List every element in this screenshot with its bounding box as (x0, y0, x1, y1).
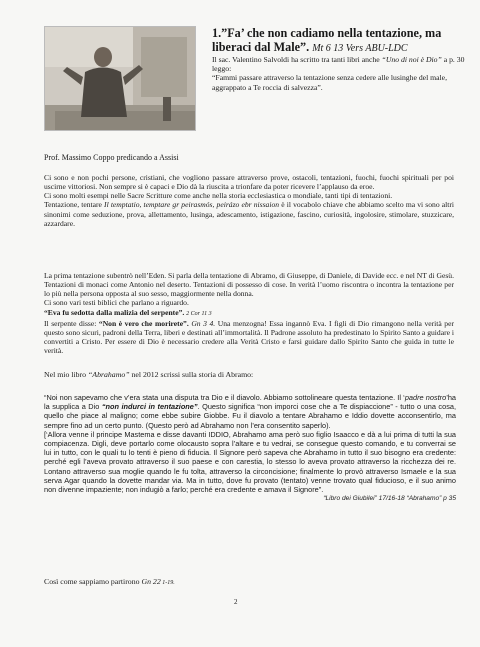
paragraph-group-1 (44, 173, 454, 228)
bible-reference: 2 Cor 11 3 (186, 310, 212, 317)
text: Tentazione, tentare (44, 200, 105, 210)
paragraph (44, 393, 456, 430)
page-number: 2 (234, 598, 238, 606)
bible-quote: “Non è vero che morirete”. (98, 318, 189, 328)
paragraph: [‘Allora venne il principe Mastema e disse davanti IDDIO, Abrahamo ama però suo figlio Isaacco e dà a lui prima di tutti la sua compiacenza. Digli, deve portarlo come olocausto sopra l’altare e tu vedrai, se consegue questo comando, e tu converrai se lui in tutto, con le quali tu lo tenti è pieno di fiducia. Il Signore però sapeva che Abrahamo in tutto il suo bisogno era credente: perché egli l’aveva provato attraverso il suo paese e con carestia, lo stesso lo aveva provato attraverso la ricchezza dei re. Lontano attraverso sua moglie quando le fu tolta, attraverso la circoncisione; finalmente lo provò attraverso Ismaele e la sua serva Agar quando la dovette mandar via. Ma in tutto, dove fu provato (tentato) venne trovato qual fiducioso, e il suo animo non divenne impaziente; non indugiò a farlo; perché era credente e amava il Signore”. (44, 429, 456, 495)
paragraph (44, 308, 454, 319)
paragraph: Ci sono molti esempi nelle Sacre Scritture come anche nella storia ecclesiastica o mondiale, tanti tipi di tentazioni. (44, 191, 393, 201)
text: è il vocabolo chiave che abbiamo scelto ma vi sono altri sinonimi come seduzione, prova, allettamento, lusinga, adescamento, istigazione, fascino, curiosità, ingolosire, stimolare, stuzzicare, azzardare. (44, 200, 454, 228)
prayer-name: padre nostro (404, 393, 447, 402)
intro-paragraph (212, 55, 467, 92)
photo-caption: Prof. Massimo Coppo predicando a Assisi (44, 153, 179, 162)
paragraph (44, 319, 454, 356)
text: “Noi non sapevamo che v’era stata una disputa tra Dio e il diavolo. Abbiamo sottolineare questa tentazione. Il ‘ (44, 393, 405, 402)
bible-reference: Gn 22 (141, 577, 161, 586)
bible-quote: “Eva fu sedotta dalla malizia del serpente”. (44, 307, 185, 317)
book-title: “Abrahamo” (87, 370, 130, 379)
paragraph: La prima tentazione subentrò nell’Eden. Si parla della tentazione di Abramo, di Giuseppe, di Daniele, di Davide ecc. e nel NT di Gesù. Tentazioni di monaci come Antonio nel deserto. Tentazioni di possesso di cose. In verità l’uomo riscontra o incontra la tentazione per lo più nella persona opposta al suo sesso, maggiormente nella donna. (44, 271, 454, 299)
paragraph-group-2 (44, 271, 454, 355)
book-quotation (44, 393, 456, 503)
closing-line (44, 577, 454, 588)
text: Il serpente disse: (44, 318, 99, 328)
intro-text-end: a p. 30 leggo: (212, 55, 465, 74)
intro-quote: “Fammi passare attraverso la tentazione senza cedere alle lusinghe del male, aggrappato a Te roccia di salvezza”. (212, 73, 448, 92)
intro-book-title: “Uno di noi è Dio” (381, 55, 442, 64)
preacher-photo (44, 26, 196, 131)
paragraph: Ci sono vari testi biblici che parlano a riguardo. (44, 298, 189, 308)
title-line-2: liberaci dal Male”. (212, 40, 310, 54)
section-title (212, 26, 462, 56)
paragraph: Ci sono e non pochi persone, cristiani, che vogliono passare attraverso prove, ostacoli, tentazioni, fuochi, fuochi spirituali per poi uscirne vittoriosi. Non sempre si è capaci e Dio dà la riuscita a trionfare da poter ricevere l’applauso da eroe. (44, 173, 454, 192)
text: Una menzogna! Essa ingannò Eva. I figli di Dio rimangono nella verità per questo sono sicuri, padroni della Terra, liberi e destinati all’immortalità. Il Padrone assoluto ha predestinato lo Spirito Santo a guidare i convertiti a Cristo. Per essere di Dio è necessario credere alla Verità Cristo e farsi guidare dallo Spirito Santo che guida in tutte le verità. (44, 318, 455, 356)
citation: “Libro dei Giubilei” 17/16-18 “Abrahamo” p 35 (323, 495, 456, 503)
text: ’ha la supplica a Dio (44, 393, 457, 412)
bible-reference: Gn 3 4. (188, 318, 216, 328)
bible-reference-verses: 1-19. (160, 580, 175, 586)
prayer-quote: “non indurci in tentazione” (101, 402, 198, 412)
title-reference: Mt 6 13 Vers ABU-LDC (312, 43, 408, 54)
intro-text: Il sac. Valentino Salvoldi ha scritto tra tanti libri anche (212, 55, 380, 64)
text: nel 2012 scrissi sulla storia di Abramo: (129, 370, 254, 379)
paragraph (44, 200, 454, 227)
greek-hebrew-terms: Il temptatio, temptare gr peirasmós, peirázo ebr nissaion (104, 200, 280, 210)
title-line-1: 1.”Fa’ che non cadiamo nella tentazione, ma (212, 26, 442, 40)
book-intro-line (44, 370, 454, 379)
text: . Questo significa “non imporci cose che a Te dispiaccione” - tutto o una cosa, quello che piace al maligno; come ebbe subire Giobbe. Fu il diavolo a tentare Abrahamo e Iddio dovette acconsentirlo, ma sempre fino ad un certo punto. (Questo però ad Abrahamo non l’era consentito saperlo). (44, 402, 456, 430)
text: Nel mio libro (44, 370, 88, 379)
text: Così come sappiamo partirono (44, 577, 142, 586)
